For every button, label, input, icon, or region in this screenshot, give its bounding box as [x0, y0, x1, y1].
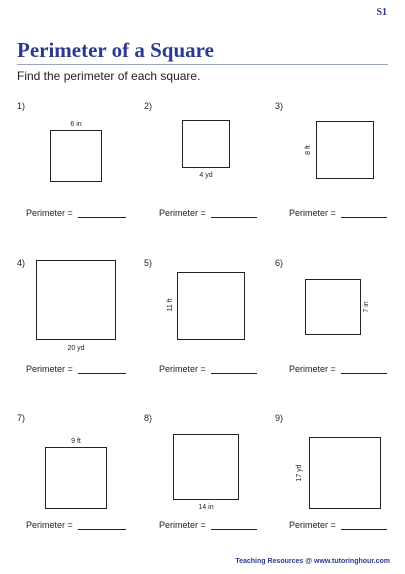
- side-label: 9 ft: [71, 438, 81, 445]
- side-label: 20 yd: [67, 345, 85, 352]
- perimeter-label: Perimeter =: [159, 520, 206, 530]
- side-label: 6 in: [70, 121, 82, 128]
- square-figure: [173, 434, 239, 500]
- side-label: 4 yd: [199, 172, 213, 179]
- problem-number: 3): [275, 101, 284, 111]
- square-figure: [50, 130, 102, 182]
- perimeter-label: Perimeter =: [26, 208, 73, 218]
- perimeter-label: Perimeter =: [289, 520, 336, 530]
- problem-number: 8): [144, 413, 153, 423]
- perimeter-label: Perimeter =: [26, 520, 73, 530]
- perimeter-label: Perimeter =: [159, 208, 206, 218]
- answer-blank[interactable]: [78, 529, 126, 530]
- problem-number: 6): [275, 258, 284, 268]
- square-figure: [182, 120, 230, 168]
- square-figure: [309, 437, 381, 509]
- perimeter-label: Perimeter =: [159, 364, 206, 374]
- answer-blank[interactable]: [78, 373, 126, 374]
- title-divider: [17, 64, 388, 65]
- page-title: Perimeter of a Square: [17, 38, 214, 62]
- problem-number: 4): [17, 258, 26, 268]
- square-figure: [45, 447, 107, 509]
- worksheet-code: S1: [376, 7, 387, 18]
- footer-link[interactable]: www.tutoringhour.com: [314, 558, 390, 565]
- side-label: 8 ft: [305, 145, 312, 155]
- problem-number: 1): [17, 101, 26, 111]
- perimeter-label: Perimeter =: [289, 208, 336, 218]
- square-figure: [177, 272, 245, 340]
- square-figure: [305, 279, 361, 335]
- answer-blank[interactable]: [211, 217, 257, 218]
- problem-number: 2): [144, 101, 153, 111]
- side-label: 11 ft: [167, 298, 174, 312]
- answer-blank[interactable]: [211, 529, 257, 530]
- problem-number: 9): [275, 413, 284, 423]
- answer-blank[interactable]: [211, 373, 257, 374]
- instructions: Find the perimeter of each square.: [17, 69, 201, 83]
- footer-text: Teaching Resources @: [235, 558, 313, 565]
- answer-blank[interactable]: [78, 217, 126, 218]
- answer-blank[interactable]: [341, 217, 387, 218]
- answer-blank[interactable]: [341, 373, 387, 374]
- problem-number: 5): [144, 258, 153, 268]
- square-figure: [36, 260, 116, 340]
- square-figure: [316, 121, 374, 179]
- side-label: 14 in: [198, 504, 214, 511]
- problem-number: 7): [17, 413, 26, 423]
- side-label: 7 in: [363, 301, 370, 313]
- footer: [235, 558, 390, 565]
- answer-blank[interactable]: [341, 529, 387, 530]
- perimeter-label: Perimeter =: [26, 364, 73, 374]
- side-label: 17 yd: [296, 464, 303, 482]
- perimeter-label: Perimeter =: [289, 364, 336, 374]
